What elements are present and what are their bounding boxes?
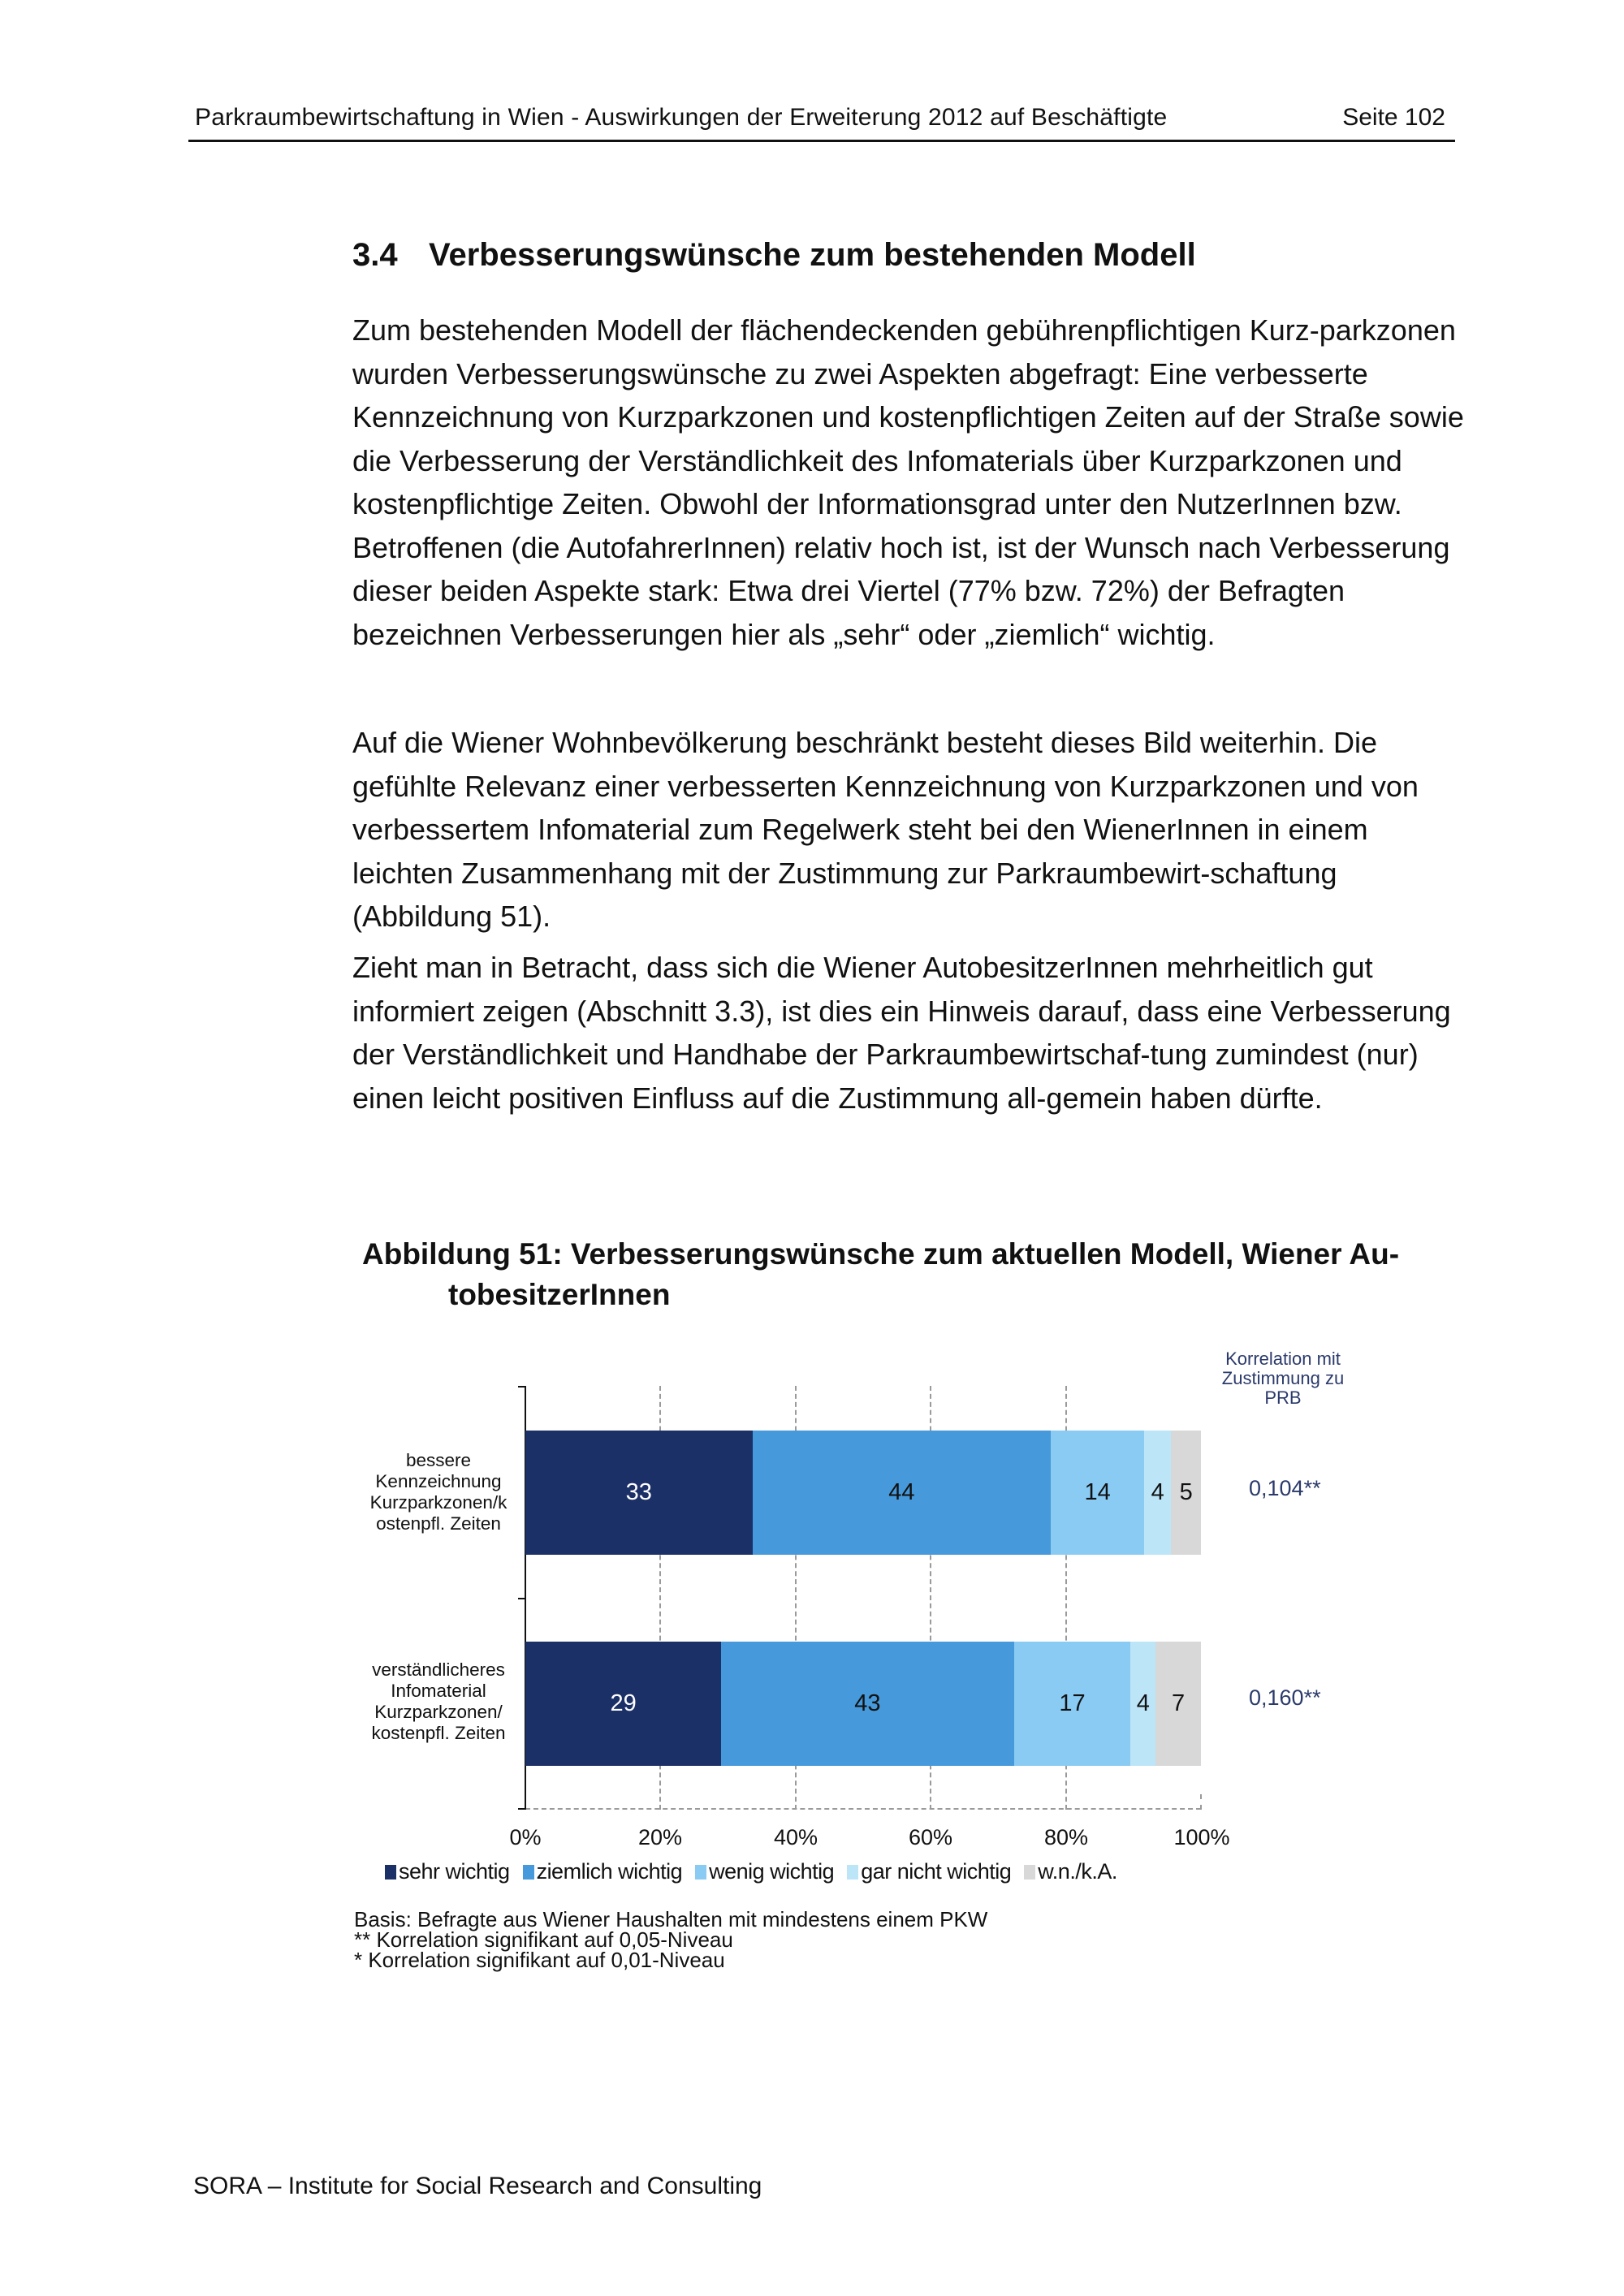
segment-wenig-wichtig: [1051, 1431, 1144, 1555]
legend-label: ziemlich wichtig: [536, 1859, 683, 1884]
segment-ziemlich-wichtig: [721, 1642, 1013, 1766]
paragraph-text: Auf die Wiener Wohnbevölkerung beschränkt besteht dieses Bild weiterhin. Die gefühlte Relevanz einer verbesserten Kennzeichnung von Kurzparkzonen und von verbessertem Infomaterial zum Regelwerk steht bei den WienerInnen in einem leichten Zusammenhang mit der Zustimmung zur Parkraumbewirt-schaftung (Abbildung 51).: [352, 726, 1419, 933]
segment-value: 44: [888, 1479, 915, 1505]
x-tick-label: 20%: [637, 1825, 683, 1849]
legend-item-sehr-wichtig: [385, 1859, 510, 1884]
x-tick-label: 100%: [1173, 1825, 1230, 1849]
segment-wn-ka: [1171, 1431, 1201, 1555]
note-significance-005: ** Korrelation signifikant auf 0,05-Niveau: [354, 1927, 733, 1952]
legend-label: w.n./k.A.: [1038, 1859, 1117, 1884]
x-tick-label: 0%: [509, 1825, 542, 1849]
figure-notes: [354, 1907, 988, 1972]
legend-swatch-icon: [523, 1865, 534, 1880]
segment-sehr-wichtig: [525, 1431, 753, 1555]
header-rule: [188, 140, 1455, 142]
segment-value: 29: [610, 1690, 637, 1716]
category-label-line: Kurzparkzonen/k: [369, 1492, 508, 1513]
segment-gar-nicht-wichtig: [1144, 1431, 1171, 1555]
paragraph-text: Zum bestehenden Modell der flächendeckenden gebührenpflichtigen Kurz-parkzonen wurden Verbesserungswünsche zu zwei Aspekten abgefragt: Eine verbesserte Kennzeichnung von Kurzparkzonen und kostenpflichtigen Zeiten auf der Straße sowie die Verbesserung der Verständlichkeit des Infomaterials über Kurzparkzonen und kostenpflichtige Zeiten. Obwohl der Informationsgrad unter den NutzerInnen bzw. Betroffenen (die AutofahrerInnen) relativ hoch ist, ist der Wunsch nach Verbesserung dieser beiden Aspekte stark: Etwa drei Viertel (77% bzw. 72%) der Befragten bezeichnen Verbesserungen hier als „sehr“ oder „ziemlich“ wichtig.: [352, 313, 1464, 651]
category-label-line: verständlicheres: [372, 1659, 505, 1680]
category-label-line: kostenpfl. Zeiten: [371, 1723, 506, 1743]
x-tick-label: 60%: [908, 1825, 953, 1849]
y-axis-tick: [518, 1598, 526, 1599]
correlation-value-1: 0,104**: [1249, 1476, 1321, 1500]
page-header: [188, 104, 1455, 143]
legend-label: wenig wichtig: [709, 1859, 835, 1884]
figure-caption-line-2: tobesitzerInnen: [448, 1278, 671, 1311]
segment-value: 43: [854, 1690, 881, 1716]
correlation-header-line: Korrelation mit: [1225, 1349, 1341, 1369]
body-paragraph-3: [352, 946, 1473, 1120]
bar-category-label-1: [357, 1450, 520, 1534]
segment-value: 17: [1059, 1690, 1086, 1716]
legend-item-wenig-wichtig: [695, 1859, 834, 1884]
category-label-line: Kurzparkzonen/: [374, 1702, 503, 1722]
bar-category-label-2: [357, 1659, 520, 1744]
segment-wn-ka: [1155, 1642, 1201, 1766]
legend-item-gar-nicht-wichtig: [847, 1859, 1011, 1884]
document-title: Parkraumbewirtschaftung in Wien - Auswirkungen der Erweiterung 2012 auf Beschäftigte: [195, 104, 1168, 131]
chart-legend: [385, 1859, 1130, 1884]
page-number: Seite 102: [1342, 104, 1445, 131]
segment-sehr-wichtig: [525, 1642, 721, 1766]
figure-caption: [362, 1234, 1483, 1315]
legend-swatch-icon: [1024, 1865, 1035, 1880]
body-paragraph-1: [352, 309, 1473, 656]
correlation-header-line: PRB: [1264, 1388, 1302, 1408]
body-paragraph-2: [352, 721, 1473, 939]
page-footer: SORA – Institute for Social Research and Consulting: [193, 2173, 762, 2199]
category-label-line: bessere: [405, 1450, 472, 1470]
legend-swatch-icon: [385, 1865, 396, 1880]
x-tick-label: 40%: [773, 1825, 818, 1849]
category-label-line: Kennzeichnung: [375, 1471, 502, 1491]
segment-ziemlich-wichtig: [753, 1431, 1052, 1555]
segment-gar-nicht-wichtig: [1130, 1642, 1155, 1766]
note-basis: Basis: Befragte aus Wiener Haushalten mit mindestens einem PKW: [354, 1907, 988, 1931]
section-title: Verbesserungswünsche zum bestehenden Modell: [429, 237, 1196, 273]
segment-value: 14: [1084, 1479, 1111, 1505]
segment-value: 4: [1151, 1479, 1164, 1505]
section-heading: [352, 237, 1196, 274]
legend-item-wn-ka: [1024, 1859, 1117, 1884]
correlation-header-line: Zustimmung zu: [1221, 1368, 1345, 1388]
y-axis-tick: [518, 1808, 526, 1810]
paragraph-text: Zieht man in Betracht, dass sich die Wiener AutobesitzerInnen mehrheitlich gut informiert zeigen (Abschnitt 3.3), ist dies ein Hinweis darauf, dass eine Verbesserung der Verständlichkeit und Handhabe der Parkraumbewirtschaf-tung zumindest (nur) einen leicht positiven Einfluss auf die Zustimmung all-gemein haben dürfte.: [352, 951, 1451, 1115]
x-tick-label: 80%: [1043, 1825, 1089, 1849]
bar-row-1: [525, 1431, 1201, 1555]
note-significance-001: * Korrelation signifikant auf 0,01-Niveau: [354, 1948, 725, 1972]
section-number: 3.4: [352, 237, 398, 273]
legend-label: sehr wichtig: [399, 1859, 510, 1884]
correlation-header: [1210, 1349, 1356, 1408]
segment-wenig-wichtig: [1014, 1642, 1131, 1766]
category-label-line: Infomaterial: [391, 1681, 486, 1701]
segment-value: 4: [1136, 1690, 1150, 1716]
legend-swatch-icon: [695, 1865, 706, 1880]
legend-label: gar nicht wichtig: [861, 1859, 1012, 1884]
segment-value: 7: [1172, 1690, 1186, 1716]
segment-value: 33: [625, 1479, 652, 1505]
correlation-value-2: 0,160**: [1249, 1685, 1321, 1710]
legend-swatch-icon: [847, 1865, 858, 1880]
figure-caption-line-1: Abbildung 51: Verbesserungswünsche zum aktuellen Modell, Wiener Au-: [362, 1237, 1400, 1271]
bar-row-2: [525, 1642, 1201, 1766]
y-axis-tick: [518, 1386, 526, 1388]
x-axis-baseline: [525, 1808, 1201, 1810]
segment-value: 5: [1179, 1479, 1193, 1505]
category-label-line: ostenpfl. Zeiten: [376, 1513, 501, 1534]
legend-item-ziemlich-wichtig: [523, 1859, 683, 1884]
